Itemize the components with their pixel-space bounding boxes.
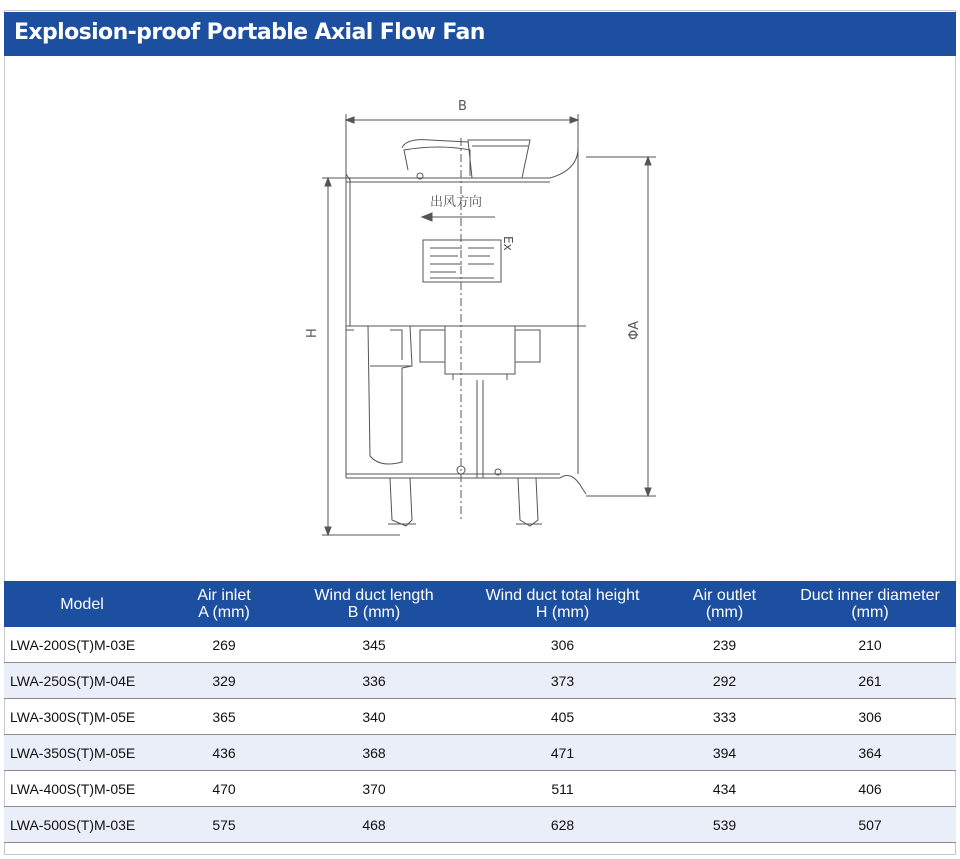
cell-air-outlet: 539	[665, 807, 784, 843]
motor-housing	[445, 326, 515, 374]
table-row	[4, 627, 956, 663]
header-air-outlet: Air outlet (mm)	[665, 581, 784, 627]
title-bar	[4, 12, 956, 56]
cell-inner-diameter: 406	[784, 771, 956, 807]
cell-air-inlet: 329	[160, 663, 288, 699]
cell-duct-length: 368	[288, 735, 460, 771]
dim-b-label: B	[458, 99, 467, 114]
cell-air-inlet: 365	[160, 699, 288, 735]
cell-duct-length: 340	[288, 699, 460, 735]
dim-h-label: H	[305, 328, 320, 338]
nameplate	[423, 240, 501, 282]
cell-total-height: 306	[460, 627, 665, 663]
cell-total-height: 373	[460, 663, 665, 699]
header-duct-length: Wind duct length B (mm)	[288, 581, 460, 627]
cell-air-inlet: 269	[160, 627, 288, 663]
cell-duct-length: 336	[288, 663, 460, 699]
spec-table	[4, 581, 956, 843]
cell-duct-length: 370	[288, 771, 460, 807]
cell-inner-diameter: 306	[784, 699, 956, 735]
cell-air-outlet: 292	[665, 663, 784, 699]
fan-technical-drawing	[290, 90, 670, 550]
cell-model: LWA-250S(T)M-04E	[4, 663, 160, 699]
cell-inner-diameter: 507	[784, 807, 956, 843]
table-row	[4, 807, 956, 843]
cell-air-outlet: 239	[665, 627, 784, 663]
cell-model: LWA-350S(T)M-05E	[4, 735, 160, 771]
cell-inner-diameter: 364	[784, 735, 956, 771]
cell-inner-diameter: 210	[784, 627, 956, 663]
cell-model: LWA-500S(T)M-03E	[4, 807, 160, 843]
cell-duct-length: 345	[288, 627, 460, 663]
table-row	[4, 735, 956, 771]
table-row	[4, 663, 956, 699]
table-row	[4, 771, 956, 807]
cell-model: LWA-400S(T)M-05E	[4, 771, 160, 807]
header-total-height: Wind duct total height H (mm)	[460, 581, 665, 627]
duct-top-edge	[346, 148, 578, 178]
cell-air-inlet: 575	[160, 807, 288, 843]
cell-model: LWA-200S(T)M-03E	[4, 627, 160, 663]
cell-air-inlet: 436	[160, 735, 288, 771]
table-header-row	[4, 581, 956, 627]
fan-blade	[368, 326, 412, 464]
dim-phi-a-label: ΦA	[627, 320, 642, 340]
airflow-direction-text: 出风方向	[430, 195, 483, 210]
header-air-inlet: Air inlet A (mm)	[160, 581, 288, 627]
cell-model: LWA-300S(T)M-05E	[4, 699, 160, 735]
cell-total-height: 511	[460, 771, 665, 807]
cell-inner-diameter: 261	[784, 663, 956, 699]
table-row	[4, 699, 956, 735]
header-inner-diameter: Duct inner diameter (mm)	[784, 581, 956, 627]
cell-total-height: 628	[460, 807, 665, 843]
cell-air-inlet: 470	[160, 771, 288, 807]
left-foot	[390, 478, 412, 526]
cell-air-outlet: 434	[665, 771, 784, 807]
cell-total-height: 405	[460, 699, 665, 735]
cell-air-outlet: 333	[665, 699, 784, 735]
ex-mark: Ex	[501, 236, 515, 251]
cell-air-outlet: 394	[665, 735, 784, 771]
duct-bottom-edge	[346, 476, 586, 494]
cell-duct-length: 468	[288, 807, 460, 843]
page-title: Explosion-proof Portable Axial Flow Fan	[14, 20, 485, 45]
header-model: Model	[4, 581, 160, 627]
cell-total-height: 471	[460, 735, 665, 771]
right-foot	[518, 478, 538, 526]
fan-drawing-svg	[290, 90, 670, 550]
